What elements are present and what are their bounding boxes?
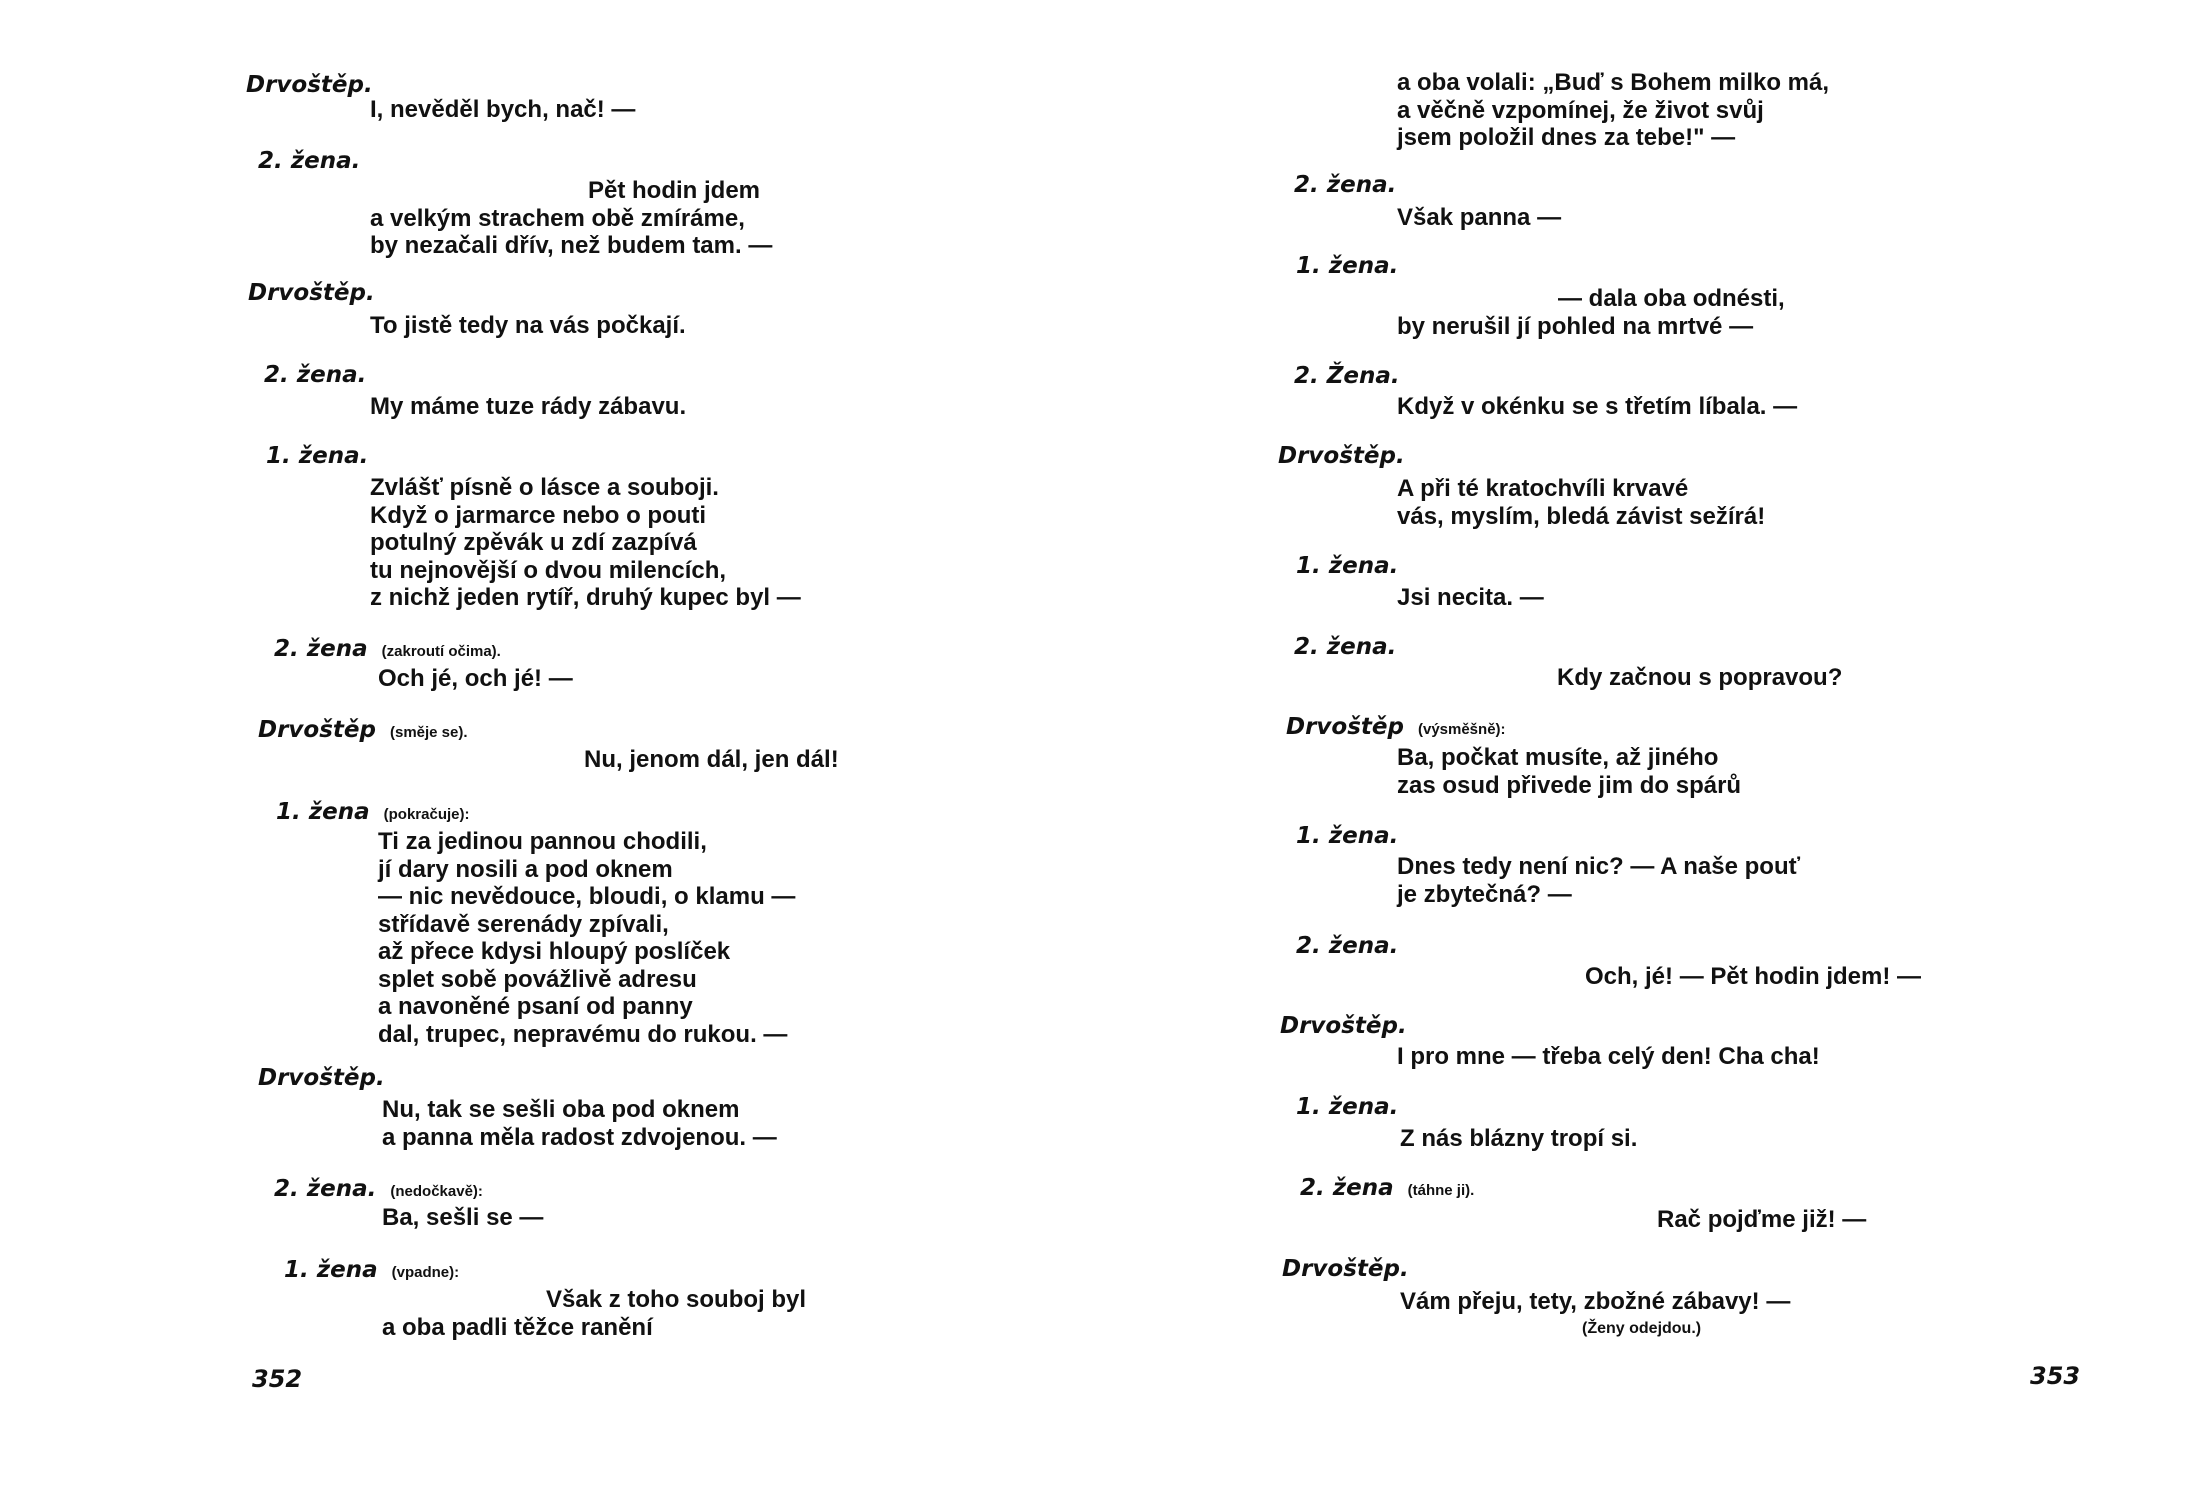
- verse-line: jí dary nosili a pod oknem: [378, 855, 673, 883]
- dialogue-lines: [370, 665, 573, 693]
- verse-line: tu nejnovější o dvou milencích,: [370, 556, 727, 584]
- speaker-name: 1. žena.: [1296, 823, 1399, 849]
- verse-line: Dnes tedy není nic? — A naše pouť: [1397, 853, 1801, 880]
- speaker-name: Drvoštěp.: [1282, 1256, 1409, 1282]
- verse-line: Ti za jedinou pannou chodili,: [378, 828, 707, 855]
- page-number: 353: [2030, 1362, 2081, 1390]
- speaker-drvostep: [248, 280, 375, 306]
- verse-line: My máme tuze rády zábavu.: [370, 393, 687, 420]
- speaker-1-zena: [284, 1257, 459, 1286]
- stage-direction: (táhne ji).: [1407, 1182, 1475, 1199]
- dialogue-lines: [1397, 393, 1797, 421]
- verse-line: I, nevěděl bych, nač! —: [370, 96, 636, 123]
- dialogue-lines: [1397, 1206, 1866, 1234]
- speaker-1-zena: [1296, 823, 1398, 849]
- stage-direction: (vpadne):: [391, 1264, 460, 1281]
- dialogue-lines: [370, 474, 801, 612]
- speaker-2-zena: [1294, 634, 1396, 660]
- verse-line: Nu, jenom dál, jen dál!: [584, 746, 839, 773]
- verse-line: a velkým strachem obě zmíráme,: [370, 204, 745, 232]
- dialogue-lines: [370, 177, 772, 260]
- dialogue-lines: [1397, 664, 1842, 692]
- speaker-name: Drvoštěp.: [1278, 443, 1405, 469]
- speaker-drvostep: [258, 1065, 385, 1091]
- speaker-drvostep: [1282, 1256, 1409, 1282]
- speaker-2-zena: [274, 636, 501, 665]
- dialogue-lines: [370, 828, 795, 1048]
- verse-line: Když v okénku se s třetím líbala. —: [1397, 393, 1798, 420]
- speaker-name: Drvoštěp.: [1280, 1013, 1407, 1039]
- verse-line: A při té kratochvíli krvavé: [1397, 475, 1689, 502]
- verse-line: Jsi necita. —: [1397, 584, 1544, 611]
- verse-line: až přece kdysi hloupý poslíček: [378, 938, 731, 965]
- speaker-name: Drvoštěp.: [258, 1065, 385, 1091]
- verse-line: Och, jé! — Pět hodin jdem! —: [1585, 963, 1922, 990]
- exit-stage-direction: (Ženy odejdou.): [1582, 1320, 1702, 1337]
- speaker-1-zena: [1296, 1094, 1398, 1120]
- dialogue-lines: [370, 96, 635, 124]
- speaker-name: Drvoštěp.: [246, 72, 373, 98]
- stage-direction: (nedočkavě):: [390, 1183, 483, 1200]
- speaker-1-zena: [1296, 253, 1398, 279]
- verse-line: a navoněné psaní od panny: [378, 993, 693, 1020]
- speaker-name: 2. žena.: [1296, 933, 1399, 959]
- verse-line: a panna měla radost zdvojenou. —: [382, 1123, 777, 1151]
- dialogue-lines: [1397, 584, 1544, 612]
- left-page: [0, 0, 1100, 1500]
- verse-line: z nichž jeden rytíř, druhý kupec byl —: [370, 584, 801, 611]
- verse-line: by nerušil jí pohled na mrtvé —: [1397, 312, 1754, 340]
- verse-line: dal, trupec, nepravému do rukou. —: [378, 1020, 788, 1048]
- speaker-name: Drvoštěp: [258, 717, 376, 743]
- speaker-2-zena: [1294, 172, 1396, 198]
- verse-line: Nu, tak se sešli oba pod oknem: [382, 1096, 740, 1123]
- speaker-name: 2. žena.: [274, 1176, 377, 1202]
- verse-line: I pro mne — třeba celý den! Cha cha!: [1397, 1043, 1820, 1070]
- speaker-name: 2. žena.: [1294, 634, 1397, 660]
- speaker-name: 2. žena.: [264, 362, 367, 388]
- speaker-1-zena: [276, 799, 470, 828]
- speaker-drvostep: [1286, 714, 1506, 743]
- stage-direction: (zakroutí očima).: [381, 643, 501, 660]
- speaker-2-zena: [1296, 933, 1398, 959]
- speaker-name: 1. žena.: [1296, 253, 1399, 279]
- speaker-2-zena: [258, 148, 360, 174]
- verse-line: jsem položil dnes za tebe!" —: [1397, 124, 1736, 151]
- speaker-name: 1. žena.: [1296, 1094, 1399, 1120]
- speaker-2-zena: [1294, 363, 1400, 389]
- verse-line: — dala oba odnésti,: [1558, 285, 1785, 312]
- speaker-1-zena: [266, 443, 368, 469]
- dialogue-lines: [370, 1204, 543, 1232]
- dialogue-lines: [1397, 1288, 1790, 1316]
- verse-line: zas osud přivede jim do spárů: [1397, 771, 1742, 799]
- speaker-name: 1. žena: [284, 1257, 378, 1283]
- dialogue-lines: [370, 746, 839, 774]
- verse-line: střídavě serenády zpívali,: [378, 910, 669, 938]
- speaker-name: 2. žena.: [1294, 172, 1397, 198]
- dialogue-lines: [1397, 1125, 1637, 1153]
- page-number: 352: [252, 1365, 303, 1393]
- speaker-name: 1. žena.: [266, 443, 369, 469]
- dialogue-lines: [370, 1286, 806, 1341]
- verse-line: — nic nevědouce, bloudi, o klamu —: [378, 883, 796, 910]
- speaker-name: 1. žena: [276, 799, 370, 825]
- verse-line: Zvlášť písně o lásce a souboji.: [370, 474, 719, 501]
- speaker-1-zena: [1296, 553, 1398, 579]
- speaker-name: 2. žena: [1300, 1175, 1394, 1201]
- verse-line: Však z toho souboj byl: [546, 1286, 807, 1313]
- speaker-name: 2. žena: [274, 636, 368, 662]
- verse-line: To jistě tedy na vás počkají.: [370, 312, 686, 339]
- verse-line: a oba volali: „Buď s Bohem milko má,: [1397, 69, 1830, 96]
- speaker-drvostep: [1278, 443, 1405, 469]
- dialogue-lines: [1397, 963, 1921, 991]
- dialogue-lines: [370, 393, 686, 421]
- verse-line: Ba, počkat musíte, až jiného: [1397, 744, 1719, 771]
- verse-line: je zbytečná? —: [1397, 880, 1572, 908]
- dialogue-lines: [1397, 1043, 1820, 1071]
- dialogue-lines: [370, 312, 686, 340]
- verse-line: Vám přeju, tety, zbožné zábavy! —: [1400, 1288, 1791, 1315]
- speaker-drvostep: [1280, 1013, 1407, 1039]
- stage-direction: (výsměšně):: [1417, 721, 1506, 738]
- speaker-2-zena: [1300, 1175, 1474, 1204]
- speaker-name: Drvoštěp.: [248, 280, 375, 306]
- dialogue-lines: [370, 1096, 777, 1151]
- stage-direction: (pokračuje):: [383, 806, 470, 823]
- opening-lines: [1397, 69, 1829, 152]
- speaker-name: 2. žena.: [258, 148, 361, 174]
- verse-line: Ba, sešli se —: [382, 1204, 544, 1231]
- dialogue-lines: [1397, 285, 1785, 340]
- verse-line: a věčně vzpomínej, že život svůj: [1397, 96, 1764, 124]
- speaker-name: 2. Žena.: [1294, 363, 1400, 389]
- verse-line: splet sobě povážlivě adresu: [378, 965, 697, 993]
- stage-direction: (směje se).: [389, 724, 468, 741]
- speaker-name: 1. žena.: [1296, 553, 1399, 579]
- verse-line: by nezačali dřív, než budem tam. —: [370, 232, 773, 259]
- dialogue-lines: [1397, 204, 1561, 232]
- verse-line: Však panna —: [1397, 204, 1562, 231]
- verse-line: potulný zpěvák u zdí zazpívá: [370, 529, 697, 556]
- dialogue-lines: [1397, 744, 1741, 799]
- verse-line: a oba padli těžce ranění: [382, 1313, 653, 1341]
- verse-line: vás, myslím, bledá závist sežírá!: [1397, 502, 1766, 530]
- speaker-drvostep: [246, 72, 373, 98]
- verse-line: Rač pojďme již! —: [1657, 1206, 1867, 1233]
- verse-line: Pět hodin jdem: [588, 177, 761, 204]
- verse-line: Kdy začnou s popravou?: [1557, 664, 1843, 691]
- right-page: [1100, 0, 2202, 1500]
- dialogue-lines: [1397, 475, 1765, 530]
- speaker-name: Drvoštěp: [1286, 714, 1404, 740]
- speaker-2-zena: [274, 1176, 483, 1205]
- verse-line: Och jé, och jé! —: [378, 665, 573, 692]
- speaker-drvostep: [258, 717, 468, 746]
- verse-line: Když o jarmarce nebo o pouti: [370, 501, 707, 529]
- speaker-2-zena: [264, 362, 366, 388]
- verse-line: Z nás blázny tropí si.: [1400, 1125, 1638, 1152]
- dialogue-lines: [1397, 853, 1800, 908]
